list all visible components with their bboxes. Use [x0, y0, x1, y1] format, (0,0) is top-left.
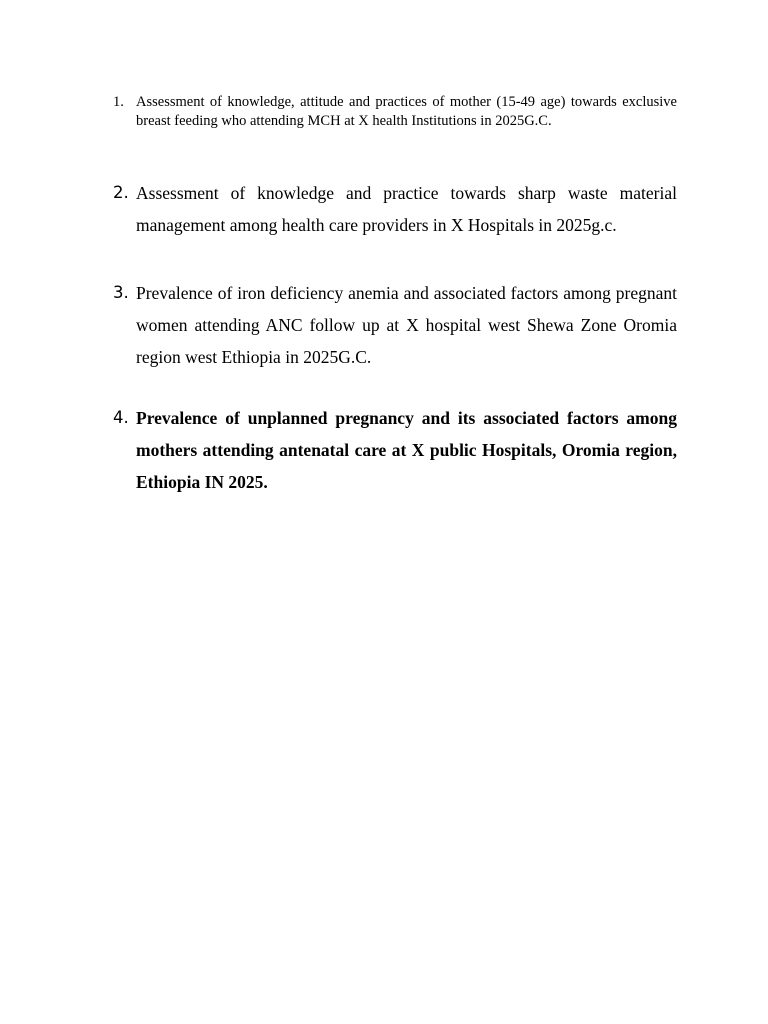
list-item-number: 4. — [113, 408, 129, 427]
list-item-text: Assessment of knowledge and practice towards sharp waste material management among health care providers in X Hospitals in 2025g.c. — [136, 183, 677, 235]
list-item-text: Prevalence of unplanned pregnancy and its associated factors among mothers attending antenatal care at X public Hospitals, Oromia region, Ethiopia IN 2025. — [136, 408, 677, 492]
list-item-number: 1. — [113, 94, 124, 110]
list-item-text: Prevalence of iron deficiency anemia and associated factors among pregnant women attending ANC follow up at X hospital west Shewa Zone Oromia region west Ethiopia in 2025G.C. — [136, 283, 677, 367]
list-item-number: 3. — [113, 283, 129, 302]
list-item-number: 2. — [113, 183, 129, 202]
list-item-text: Assessment of knowledge, attitude and practices of mother (15-49 age) towards exclusive breast feeding who attending MCH at X health Institutions in 2025G.C. — [136, 94, 677, 129]
